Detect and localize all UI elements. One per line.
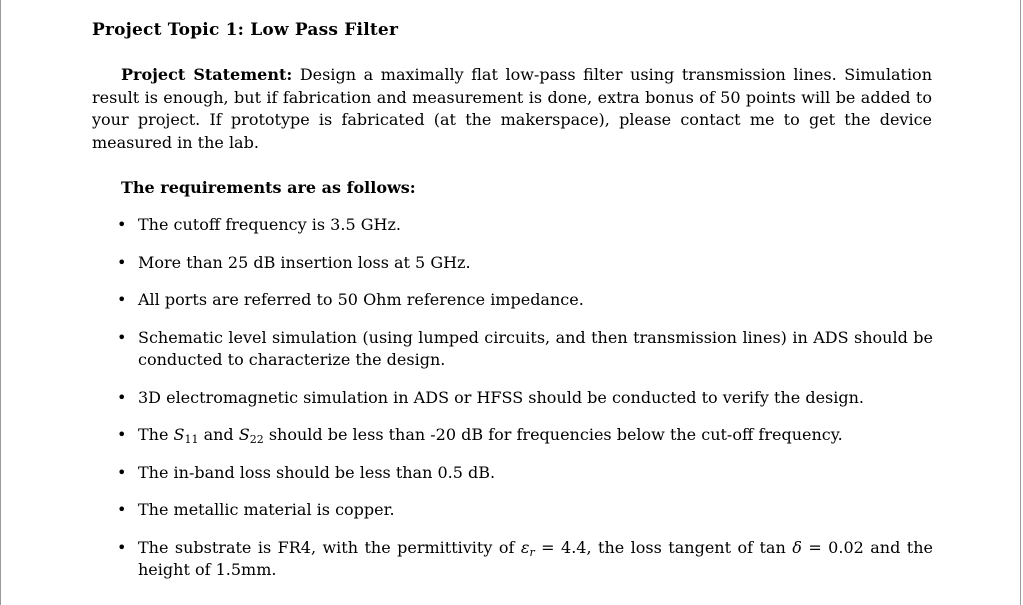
req-s-and: and bbox=[198, 425, 239, 444]
requirement-text bbox=[138, 425, 843, 444]
s22-symbol: S bbox=[238, 425, 250, 444]
s11-symbol: S bbox=[173, 425, 185, 444]
requirement-item bbox=[113, 424, 933, 447]
requirements-heading: The requirements are as follows: bbox=[121, 178, 416, 197]
requirement-item bbox=[113, 252, 933, 275]
s11-subscript: 11 bbox=[184, 433, 199, 446]
requirement-item bbox=[113, 462, 933, 485]
requirement-item bbox=[113, 387, 933, 410]
bullet-icon: • bbox=[117, 500, 127, 519]
project-statement bbox=[92, 64, 932, 154]
requirement-text: All ports are referred to 50 Ohm reference impedance. bbox=[138, 290, 584, 309]
bullet-icon: • bbox=[117, 252, 127, 272]
requirement-text: More than 25 dB insertion loss at 5 GHz. bbox=[138, 252, 471, 272]
substrate-eq1: = 4.4, the loss tangent of tan bbox=[534, 537, 793, 557]
bullet-icon: • bbox=[117, 327, 127, 347]
epsilon-symbol: ε bbox=[520, 537, 530, 557]
substrate-prefix: The substrate is FR4, with the permittivity of bbox=[138, 537, 521, 557]
epsilon-subscript: r bbox=[529, 545, 535, 559]
req-s-suffix: should be less than -20 dB for frequencies below the cut-off frequency. bbox=[263, 425, 843, 444]
substrate-eq2: = 0.02 and the height of 1.5mm. bbox=[138, 537, 933, 579]
requirement-item bbox=[113, 327, 933, 372]
s22-subscript: 22 bbox=[249, 433, 264, 446]
requirement-item bbox=[113, 289, 933, 312]
requirement-item bbox=[113, 214, 933, 237]
requirement-text bbox=[138, 538, 933, 580]
requirements-list bbox=[113, 214, 933, 597]
req-s-prefix: The bbox=[138, 425, 174, 444]
requirement-item bbox=[113, 537, 933, 582]
bullet-icon: • bbox=[117, 387, 127, 407]
delta-symbol: δ bbox=[792, 537, 802, 557]
bullet-icon: • bbox=[117, 290, 127, 309]
bullet-icon: • bbox=[117, 215, 127, 234]
statement-lead: Project Statement: bbox=[121, 65, 293, 84]
requirement-text: The in-band loss should be less than 0.5 dB. bbox=[138, 462, 496, 482]
requirement-item bbox=[113, 499, 933, 522]
bullet-icon: • bbox=[117, 537, 127, 557]
bullet-icon: • bbox=[117, 462, 127, 482]
page-title: Project Topic 1: Low Pass Filter bbox=[92, 20, 399, 40]
requirement-text: Schematic level simulation (using lumped circuits, and then transmission lines) in ADS should be conducted to characterize the design. bbox=[138, 327, 933, 369]
requirement-text: 3D electromagnetic simulation in ADS or HFSS should be conducted to verify the design. bbox=[138, 387, 865, 407]
statement-body: Design a maximally flat low-pass filter using transmission lines. Simulation result is enough, but if fabrication and measurement is done, extra bonus of 50 points will be added to your project. If prototype is fabricated (at the makerspace), please contact me to get the device measured in the lab. bbox=[92, 65, 932, 152]
requirement-text: The cutoff frequency is 3.5 GHz. bbox=[138, 215, 401, 234]
requirement-text: The metallic material is copper. bbox=[138, 500, 395, 519]
bullet-icon: • bbox=[117, 425, 127, 444]
